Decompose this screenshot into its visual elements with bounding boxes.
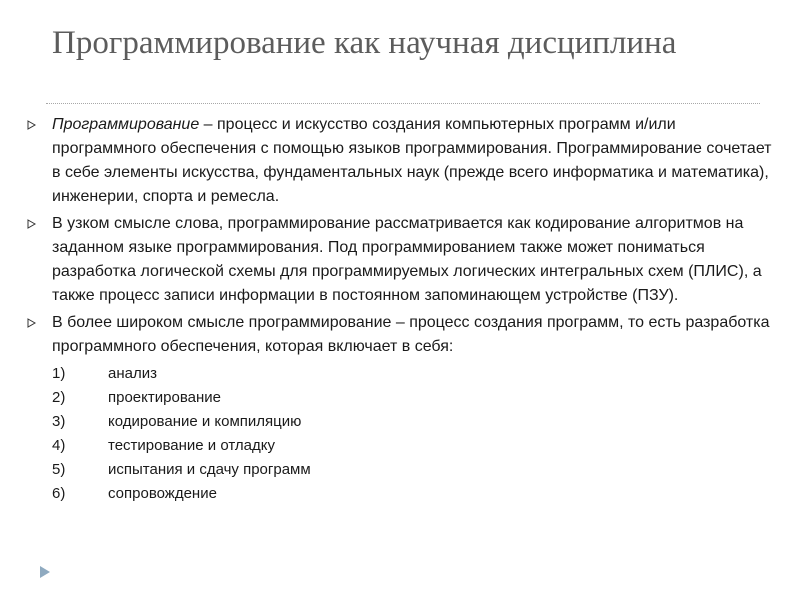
- bullet-lead-italic: Программирование: [52, 116, 200, 133]
- slide-title: Программирование как научная дисциплина: [52, 25, 677, 61]
- list-item: [24, 434, 772, 458]
- list-item-number: 2): [52, 389, 66, 406]
- bullet-text: В более широком смысле программирование – процесс создания программ, то есть разработка программного обеспечения, которая включает в себя:: [52, 314, 770, 355]
- list-item: [24, 458, 772, 482]
- list-item: [24, 386, 772, 410]
- list-item-number: 6): [52, 485, 66, 502]
- list-item-number: 3): [52, 413, 66, 430]
- bullet-body: – процесс и искусство создания компьютерных программ и/или программного обеспечения с помощью языков программирования. Программирование сочетает в себе элементы искусства, фундаментальных наук (прежде всего информатика и математика), инженерии, спорта и ремесла.: [52, 116, 772, 205]
- list-item-text: анализ: [108, 365, 157, 382]
- numbered-list: [24, 362, 772, 506]
- title-divider: [46, 103, 760, 104]
- list-item-text: кодирование и компиляцию: [108, 413, 302, 430]
- bullet-item: [24, 113, 772, 209]
- list-item-text: проектирование: [108, 389, 221, 406]
- bullet-text: В узком смысле слова, программирование рассматривается как кодирование алгоритмов на заданном языке программирования. Под программированием также может пониматься разработка логической схемы для программируемых логических интегральных схем (ПЛИС), а также процесс записи информации в постоянном запоминающем устройстве (ПЗУ).: [52, 215, 762, 304]
- list-item-text: тестирование и отладку: [108, 437, 275, 454]
- slide-content: [24, 113, 772, 506]
- list-item: [24, 410, 772, 434]
- list-item: [24, 362, 772, 386]
- hollow-triangle-bullet-icon: [25, 311, 37, 335]
- list-item-text: сопровождение: [108, 485, 217, 502]
- triangle-corner-icon: [38, 565, 52, 579]
- list-item-number: 1): [52, 365, 66, 382]
- hollow-triangle-bullet-icon: [25, 212, 37, 236]
- list-item-number: 4): [52, 437, 66, 454]
- list-item-text: испытания и сдачу программ: [108, 461, 311, 478]
- bullet-item: [24, 311, 772, 359]
- list-item-number: 5): [52, 461, 66, 478]
- list-item: [24, 482, 772, 506]
- bullet-item: [24, 212, 772, 308]
- hollow-triangle-bullet-icon: [25, 113, 37, 137]
- bullet-text: [52, 116, 772, 205]
